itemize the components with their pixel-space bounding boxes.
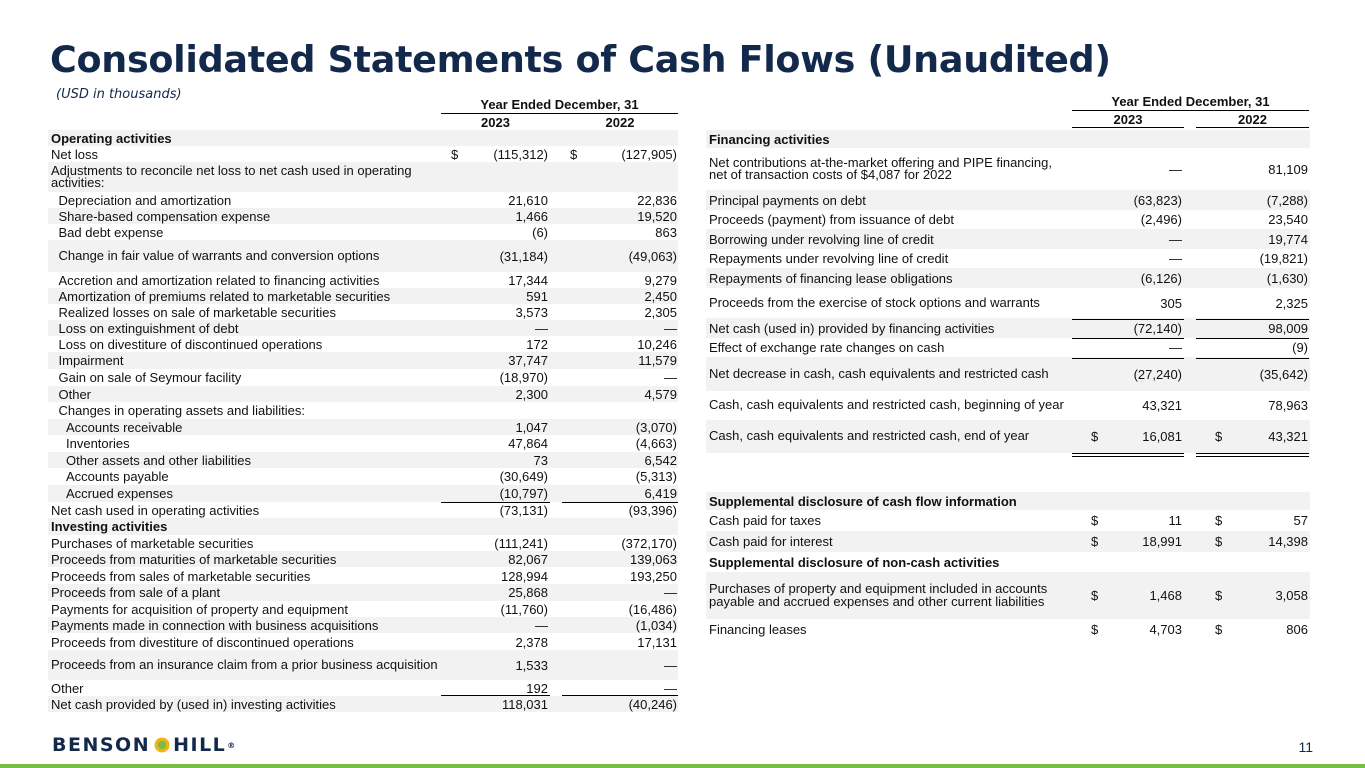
value-2023: — (1169, 340, 1182, 355)
value-2022: 6,419 (644, 486, 677, 501)
table-row (706, 190, 1310, 210)
table-row (48, 502, 678, 518)
currency-symbol: $ (1091, 622, 1099, 637)
value-2023: (6) (532, 224, 548, 240)
row-label: Other (58, 386, 92, 402)
table-row (706, 210, 1310, 229)
value-2022: (93,396) (628, 502, 677, 518)
table-row (706, 357, 1310, 391)
subtotal-rule-2023 (1072, 338, 1184, 339)
currency-symbol: $ (1215, 513, 1223, 528)
value-2022: 2,325 (1275, 295, 1308, 311)
table-row (706, 148, 1310, 190)
value-2023: 11 (1168, 513, 1182, 528)
header-rule (1072, 110, 1309, 111)
units-subtitle: (USD in thousands) (56, 87, 182, 102)
column-header-2022: 2022 (605, 115, 635, 130)
subtotal-rule-2022 (1196, 338, 1309, 339)
value-2023 (1072, 130, 1182, 148)
value-2022: (49,063) (628, 248, 677, 264)
column-header-2023: 2023 (1113, 112, 1143, 127)
subtotal-rule-2023 (1072, 456, 1184, 457)
value-2023: (2,496) (1140, 212, 1182, 227)
table-row (48, 680, 678, 696)
table-row (48, 617, 678, 633)
column-header-2022: 2022 (1238, 112, 1267, 127)
value-2022: — (664, 585, 677, 600)
value-2022: (9) (1292, 340, 1308, 355)
value-2023: 37,747 (508, 353, 548, 368)
row-label: Supplemental disclosure of cash flow information (709, 493, 1017, 509)
table-row (706, 229, 1310, 249)
subtotal-rule-2023 (441, 695, 550, 696)
row-label: Net cash (used in) provided by financing activities (709, 320, 995, 336)
value-2023: 305 (1160, 295, 1182, 311)
table-row (706, 318, 1310, 338)
subtotal-rule-2023 (1072, 358, 1184, 359)
value-2023: (73,131) (499, 502, 548, 518)
value-2022 (1196, 130, 1308, 148)
row-label: Proceeds from sales of marketable securities (51, 568, 311, 584)
value-2023 (441, 402, 548, 419)
row-label: Proceeds from the exercise of stock options and warrants (709, 294, 1040, 310)
row-label: Investing activities (51, 519, 168, 534)
value-2023: (10,797) (499, 486, 548, 501)
value-2022: 2,305 (644, 304, 677, 320)
table-row (48, 535, 678, 552)
row-label: Accounts payable (66, 469, 169, 484)
value-2022: 81,109 (1268, 161, 1308, 177)
row-label: Change in fair value of warrants and conversion options (58, 247, 380, 263)
value-2022: — (664, 680, 677, 696)
value-2023: (27,240) (1133, 366, 1182, 382)
table-row (706, 249, 1310, 268)
table-row (706, 268, 1310, 288)
row-label: Net loss (51, 146, 98, 162)
value-2023: 1,468 (1149, 588, 1182, 603)
table-row (48, 288, 678, 304)
value-2023: — (1169, 251, 1182, 266)
table-row (48, 485, 678, 502)
row-label: Share-based compensation expense (58, 208, 271, 224)
row-label: Repayments under revolving line of credit (709, 251, 949, 266)
subtotal-rule-2022 (1196, 456, 1309, 457)
table-row (48, 130, 678, 146)
value-2023: 4,703 (1149, 622, 1182, 637)
value-2023: (63,823) (1133, 192, 1182, 208)
value-2023: (18,970) (499, 370, 548, 385)
row-label: Cash paid for interest (709, 534, 833, 549)
value-2023 (441, 130, 548, 146)
logo-text-hill: HILL (173, 734, 227, 756)
row-label: Cash, cash equivalents and restricted cash, end of year (709, 428, 1030, 444)
currency-symbol: $ (570, 146, 578, 162)
value-2022: (40,246) (628, 696, 677, 712)
value-2023: 18,991 (1142, 534, 1182, 549)
value-2022: 57 (1293, 513, 1308, 528)
value-2022 (1196, 552, 1308, 572)
value-2023: (72,140) (1133, 320, 1182, 336)
page-number: 11 (1298, 739, 1313, 755)
row-label: Net cash used in operating activities (51, 502, 260, 518)
row-label: Net cash provided by (used in) investing activities (51, 696, 336, 712)
value-2023: — (1169, 161, 1182, 177)
value-2022 (562, 162, 677, 192)
value-2023: (6,126) (1140, 270, 1182, 286)
value-2022: 6,542 (644, 452, 677, 468)
value-2022: — (664, 320, 677, 336)
value-2022 (562, 518, 677, 535)
table-row (48, 304, 678, 320)
value-2023: 2,300 (515, 386, 548, 402)
value-2023: 43,321 (1142, 398, 1182, 413)
value-2022: (5,313) (635, 469, 677, 484)
currency-symbol: $ (451, 146, 459, 162)
row-label: Amortization of premiums related to marketable securities (58, 288, 391, 304)
row-label: Adjustments to reconcile net loss to net cash used in operating activities: (51, 162, 412, 190)
row-label: Inventories (66, 436, 130, 451)
logo-registered-mark: ® (227, 740, 236, 750)
logo-text-benson: BENSON (52, 734, 151, 756)
value-2022: 4,579 (644, 386, 677, 402)
row-label: Proceeds from an insurance claim from a prior business acquisition (51, 656, 438, 672)
value-2022: (35,642) (1259, 366, 1308, 382)
row-label: Depreciation and amortization (58, 192, 232, 208)
value-2023: 192 (526, 680, 548, 696)
value-2022: 22,836 (637, 192, 677, 208)
table-row (48, 146, 678, 162)
value-2022: 23,540 (1268, 212, 1308, 227)
value-2023: 118,031 (501, 696, 548, 712)
value-2023: (111,241) (494, 536, 548, 551)
value-2022: 10,246 (637, 336, 677, 352)
table-row (706, 510, 1310, 531)
value-2023: 73 (533, 452, 548, 468)
table-row (48, 224, 678, 240)
row-label: Proceeds (payment) from issuance of debt (709, 212, 954, 227)
currency-symbol: $ (1215, 534, 1223, 549)
column-header-2023: 2023 (481, 115, 510, 130)
currency-symbol: $ (1215, 588, 1223, 603)
table-row (48, 386, 678, 402)
header-rule (441, 113, 678, 114)
row-label: Accrued expenses (66, 486, 173, 501)
value-2022: (3,070) (635, 419, 677, 435)
table-row (48, 601, 678, 617)
value-2023: 591 (526, 288, 548, 304)
value-2023: (115,312) (493, 146, 548, 162)
column-header-period: Year Ended December, 31 (480, 97, 639, 112)
row-label: Supplemental disclosure of non-cash activities (709, 554, 1000, 570)
column-header-period: Year Ended December, 31 (1111, 94, 1270, 109)
value-2022: 9,279 (644, 272, 677, 288)
row-label: Cash, cash equivalents and restricted cash, beginning of year (709, 397, 1064, 413)
value-2022: (7,288) (1266, 192, 1308, 208)
accent-bar (0, 764, 1365, 768)
currency-symbol: $ (1091, 513, 1099, 528)
value-2023: 1,533 (515, 657, 548, 673)
row-label: Repayments of financing lease obligations (709, 270, 953, 286)
value-2022: (372,170) (621, 536, 677, 551)
value-2022: — (664, 657, 677, 673)
currency-symbol: $ (1091, 588, 1099, 603)
value-2023: 16,081 (1142, 429, 1182, 444)
value-2022: 2,450 (644, 288, 677, 304)
value-2022: 43,321 (1268, 429, 1308, 444)
value-2023: (30,649) (499, 469, 548, 484)
value-2023: 82,067 (508, 551, 548, 567)
value-2023: 3,573 (515, 304, 548, 320)
subtotal-rule-2022 (562, 695, 678, 696)
page-title: Consolidated Statements of Cash Flows (Unaudited) (50, 38, 1111, 81)
value-2023: 172 (526, 336, 548, 352)
currency-symbol: $ (1215, 622, 1223, 637)
table-row (48, 518, 678, 535)
row-label: Cash paid for taxes (709, 513, 822, 528)
table-row (48, 452, 678, 468)
value-2023: 128,994 (501, 568, 548, 584)
value-2022: 863 (655, 224, 677, 240)
table-row (48, 240, 678, 272)
value-2023: 47,864 (508, 436, 548, 451)
row-label: Loss on divestiture of discontinued operations (58, 336, 323, 352)
row-label: Purchases of marketable securities (51, 536, 254, 551)
value-2023: (11,760) (500, 601, 548, 617)
value-2022: 78,963 (1268, 398, 1308, 413)
subtotal-rule-2022 (562, 502, 678, 503)
value-2022: 19,774 (1268, 231, 1308, 247)
value-2022: 193,250 (630, 568, 677, 584)
row-label: Other (51, 680, 84, 696)
row-label: Net contributions at-the-market offering and PIPE financing, net of transaction costs of $4,087 for 2022 (709, 154, 1053, 182)
row-label: Effect of exchange rate changes on cash (709, 340, 945, 355)
value-2023: (31,184) (499, 248, 548, 264)
row-label: Changes in operating assets and liabilities: (58, 403, 305, 418)
currency-symbol: $ (1091, 429, 1099, 444)
row-label: Proceeds from maturities of marketable securities (51, 551, 337, 567)
row-label: Realized losses on sale of marketable securities (58, 304, 336, 320)
value-2023: 2,378 (515, 634, 548, 650)
table-row (48, 272, 678, 288)
value-2022: 3,058 (1275, 588, 1308, 603)
row-label: Financing activities (709, 131, 830, 147)
value-2023: 1,466 (515, 208, 548, 224)
value-2022 (562, 402, 677, 419)
table-row (48, 192, 678, 208)
value-2022: 19,520 (637, 208, 677, 224)
value-2023 (1072, 552, 1182, 572)
table-row (48, 419, 678, 435)
table-row (706, 531, 1310, 552)
value-2022: (19,821) (1259, 251, 1308, 266)
row-label: Other assets and other liabilities (66, 452, 251, 468)
value-2022: 11,579 (638, 353, 677, 368)
currency-symbol: $ (1091, 534, 1099, 549)
benson-hill-logo (52, 734, 235, 756)
value-2023 (441, 518, 548, 535)
year-rule-2023 (1072, 127, 1184, 128)
row-label: Borrowing under revolving line of credit (709, 231, 934, 247)
row-label: Accretion and amortization related to financing activities (58, 272, 380, 288)
row-label: Purchases of property and equipment included in accounts payable and accrued expenses and other current liabilities (709, 581, 1048, 609)
table-row (48, 584, 678, 601)
value-2022: (127,905) (621, 146, 677, 162)
row-label: Payments made in connection with business acquisitions (51, 617, 379, 633)
table-row (48, 352, 678, 369)
subtotal-rule-2022 (1196, 319, 1309, 320)
table-row (48, 435, 678, 452)
value-2023: — (535, 320, 548, 336)
table-row (48, 208, 678, 224)
row-label: Payments for acquisition of property and equipment (51, 601, 349, 617)
table-row (48, 369, 678, 386)
row-label: Impairment (58, 353, 124, 368)
subtotal-rule-2023 (441, 502, 550, 503)
table-row (706, 552, 1310, 572)
table-row (48, 162, 678, 192)
row-label: Proceeds from divestiture of discontinued operations (51, 634, 354, 650)
row-label: Operating activities (51, 130, 172, 146)
subtotal-rule-2022 (1196, 358, 1309, 359)
table-row (706, 288, 1310, 318)
table-row (48, 320, 678, 336)
row-label: Principal payments on debt (709, 192, 866, 208)
value-2023 (441, 162, 548, 192)
table-row (48, 650, 678, 680)
table-row (48, 551, 678, 567)
table-row (706, 130, 1310, 148)
value-2022 (1196, 492, 1308, 510)
row-label: Loss on extinguishment of debt (58, 320, 239, 336)
row-label: Accounts receivable (66, 419, 183, 435)
table-row (706, 338, 1310, 357)
value-2022: 17,131 (637, 634, 677, 650)
value-2022 (562, 130, 677, 146)
subtotal-rule-2023 (1072, 453, 1184, 454)
value-2022: (1,034) (635, 617, 677, 633)
table-row (48, 336, 678, 352)
table-row (48, 696, 678, 712)
value-2023: 17,344 (508, 272, 548, 288)
currency-symbol: $ (1215, 429, 1223, 444)
subtotal-rule-2023 (1072, 319, 1184, 320)
value-2022: — (664, 370, 677, 385)
row-label: Net decrease in cash, cash equivalents and restricted cash (709, 365, 1049, 381)
table-row (706, 492, 1310, 510)
table-row (48, 634, 678, 650)
table-row (48, 402, 678, 419)
value-2022: (16,486) (628, 601, 677, 617)
table-row (706, 420, 1310, 453)
table-row (706, 619, 1310, 640)
value-2023: — (1169, 231, 1182, 247)
subtotal-rule-2022 (1196, 453, 1309, 454)
table-row (48, 468, 678, 485)
value-2022: 139,063 (630, 551, 677, 567)
row-label: Bad debt expense (58, 224, 164, 240)
value-2023 (1072, 492, 1182, 510)
row-label: Gain on sale of Seymour facility (58, 370, 242, 385)
value-2023: 1,047 (515, 419, 548, 435)
table-row (48, 568, 678, 584)
value-2022: 98,009 (1268, 320, 1308, 336)
value-2023: 25,868 (508, 585, 548, 600)
value-2022: (1,630) (1266, 270, 1308, 286)
table-row (706, 572, 1310, 619)
value-2022: 14,398 (1268, 534, 1308, 549)
logo-sun-icon (154, 737, 170, 753)
value-2022: (4,663) (635, 436, 677, 451)
value-2023: 21,610 (508, 192, 548, 208)
year-rule-2022 (1196, 127, 1309, 128)
row-label: Financing leases (709, 622, 807, 637)
value-2022: 806 (1286, 622, 1308, 637)
row-label: Proceeds from sale of a plant (51, 585, 221, 600)
value-2023: — (535, 617, 548, 633)
table-row (706, 391, 1310, 420)
